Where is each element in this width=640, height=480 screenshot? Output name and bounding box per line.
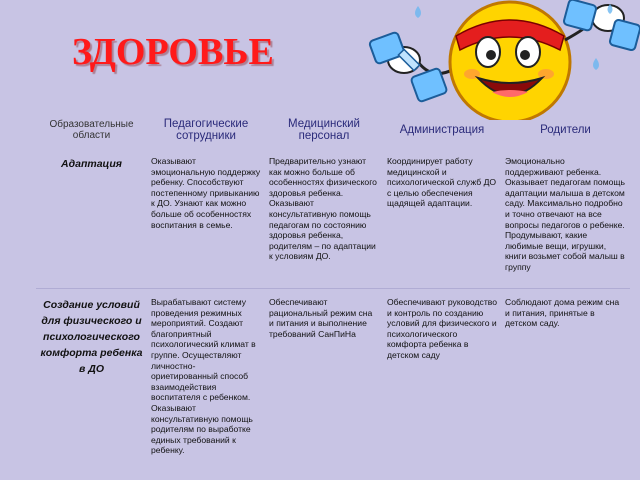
header-teaching-staff: Педагогические сотрудники (163, 118, 249, 142)
table-cell: Координирует работу медицинской и психологической служб ДО с целью обеспечения щадящей адаптации. (387, 156, 497, 209)
row-label-comfort-conditions: Создание условий для физического и психологического комфорта ребенка в ДО (36, 289, 147, 470)
table-row (36, 289, 630, 470)
table-cell: Оказывают эмоциональную поддержку ребенку. Способствуют постепенному привыканию к ДО. Узнают как можно больше об особенностях воспитания в семье. (151, 156, 261, 230)
table-cell: Обеспечивают руководство и контроль по созданию условий для физического и психологического комфорта ребенка в детском саду (383, 289, 501, 470)
table-cell: Соблюдают дома режим сна и питания, принятые в детском саду. (501, 289, 630, 470)
page-title: ЗДОРОВЬЕ (72, 31, 274, 73)
table-cell: Предварительно узнают как можно больше об особенностях физического здоровья ребенка. Оказывают консультативную помощь педагогам по состоянию здоровья ребенка, родителям – по адаптации к условиям ДО. (269, 156, 377, 262)
table-cell: Обеспечивают рациональный режим сна и питания и выполнение требований СанПиНа (265, 289, 383, 470)
header-medical-staff: Медицинский персонал (288, 118, 360, 142)
row-label-adaptation: Адаптация (61, 158, 122, 170)
table-cell: Эмоционально поддерживают ребенка. Оказывает педагогам помощь адаптации малыша в детском саду. Максимально подробно и точно отвечают на все вопросы педагогов о ребенке. Продумывают, какие любимые вещи, игрушки, книги возьмет собой малыш в группу (505, 156, 625, 272)
table-header-row (36, 108, 630, 152)
table-cell: Вырабатывают систему проведения режимных мероприятий. Создают благоприятный психологический климат в группе. Осуществляют личностно-ориетированный способ взаимодействия воспитателя с ребенком. Оказывают консультативную помощь родителям по выработке единых требований к ребенку. (147, 289, 265, 470)
table-row (36, 152, 630, 289)
header-parents: Родители (540, 124, 591, 136)
smiley-mascot-icon (360, 0, 640, 120)
header-educational-areas: Образовательные области (49, 119, 134, 141)
header-administration: Администрация (399, 124, 485, 136)
health-table (36, 108, 630, 469)
